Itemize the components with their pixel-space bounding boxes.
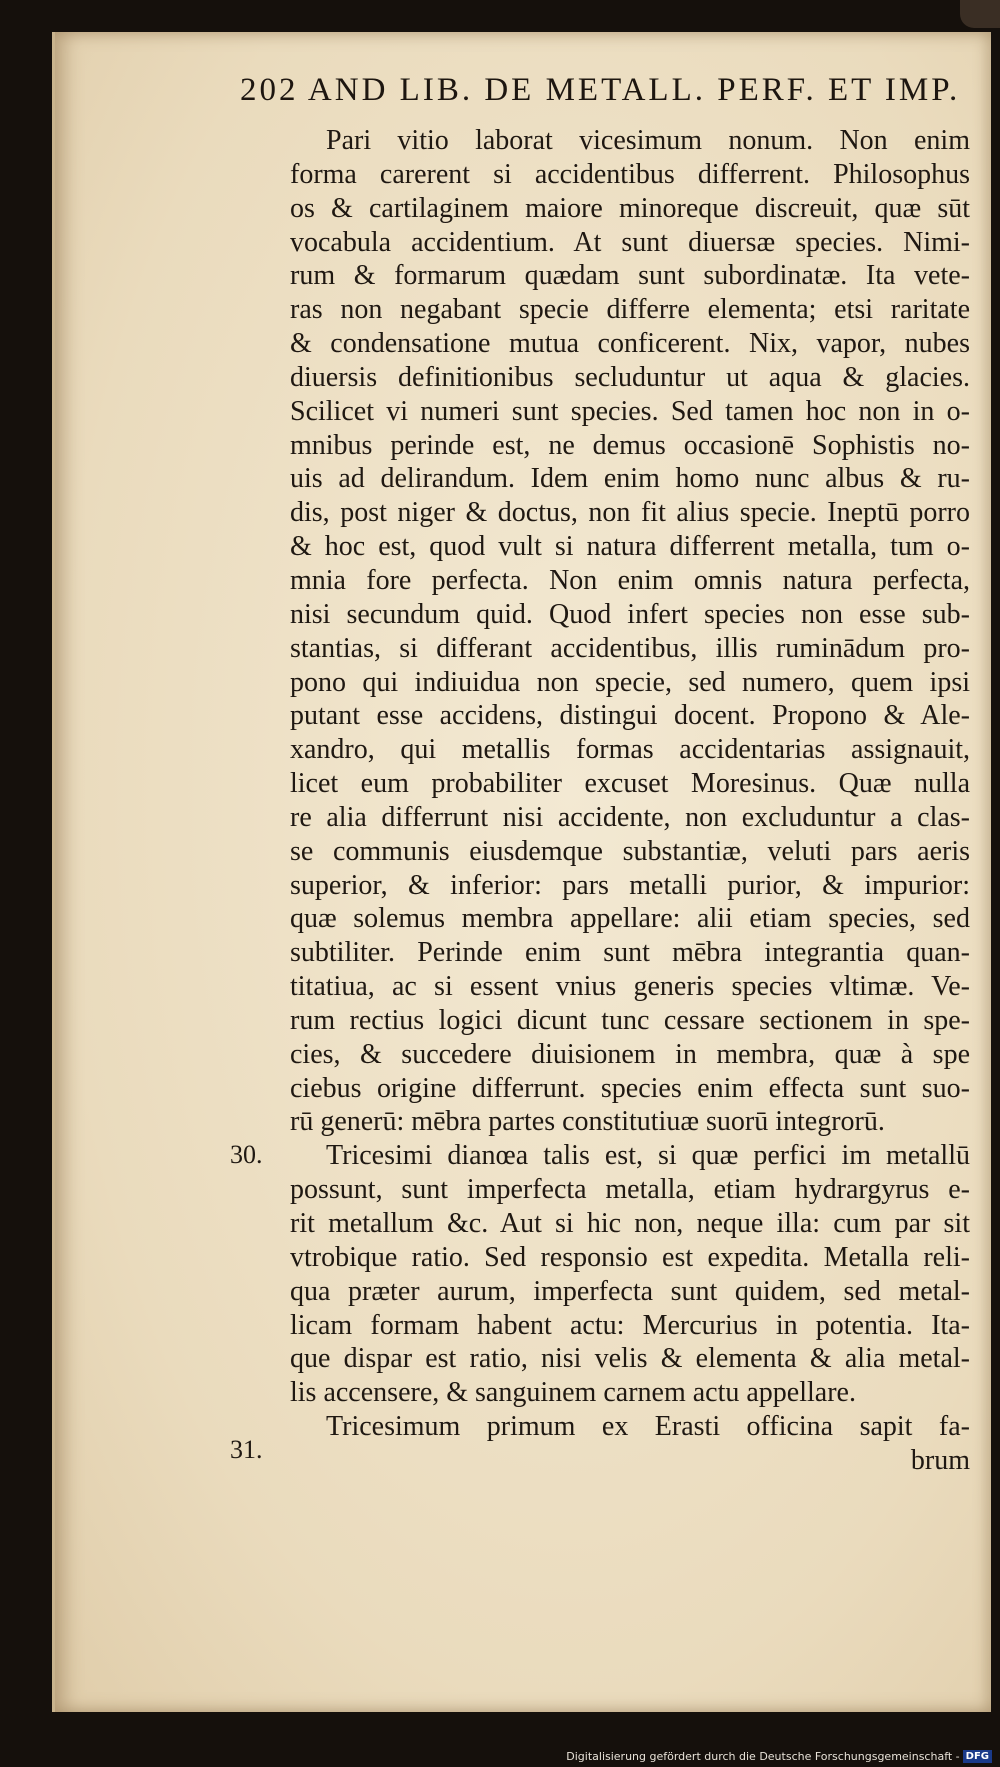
body-text xyxy=(290,124,970,1478)
text-line: os & cartilaginem maiore minoreque discreuit, quæ sūt xyxy=(290,192,970,224)
text-line: subtiliter. Perinde enim sunt mēbra integrantia quan- xyxy=(290,937,970,969)
text-line: re alia differrunt nisi accidente, non excluduntur a clas- xyxy=(290,801,970,833)
text-line: Tricesimi dianœa talis est, si quæ perfici im metallū xyxy=(326,1140,970,1172)
text-line: diuersis definitionibus secluduntur ut aqua & glacies. xyxy=(290,361,970,393)
paragraph-container xyxy=(290,124,970,1444)
margin-number-30: 30. xyxy=(230,1140,263,1169)
text-line: qua præter aurum, imperfecta sunt quidem, sed metal- xyxy=(290,1275,970,1307)
text-line: possunt, sunt imperfecta metalla, etiam hydrargyrus e- xyxy=(290,1174,970,1206)
text-line: Tricesimum primum ex Erasti officina sapit fa- xyxy=(326,1411,970,1443)
text-line: rum rectius logici dicunt tunc cessare sectionem in spe- xyxy=(290,1004,970,1036)
text-line: & hoc est, quod vult si natura differrent metalla, tum o- xyxy=(290,531,970,563)
text-line: se communis eiusdemque substantiæ, veluti pars aeris xyxy=(290,835,970,867)
text-line: titatiua, ac si essent vnius generis species vltimæ. Ve- xyxy=(290,971,970,1003)
credit-text: Digitalisierung gefördert durch die Deutsche Forschungsgemeinschaft - xyxy=(566,1750,960,1763)
text-line: que dispar est ratio, nisi velis & elementa & alia metal- xyxy=(290,1343,970,1375)
text-line: dis, post niger & doctus, non fit alius specie. Ineptū porro xyxy=(290,497,970,529)
text-line: quæ solemus membra appellare: alii etiam species, sed xyxy=(290,903,970,935)
text-line: rum & formarum quædam sunt subordinatæ. Ita vete- xyxy=(290,260,970,292)
text-line: nisi secundum quid. Quod infert species non esse sub- xyxy=(290,598,970,630)
text-line: lis accensere, & sanguinem carnem actu appellare. xyxy=(290,1377,856,1409)
running-head: 202 AND LIB. DE METALL. PERF. ET IMP. xyxy=(240,72,961,108)
text-line: vocabula accidentium. At sunt diuersæ species. Nimi- xyxy=(290,226,970,258)
text-line: ras non negabant specie differre elementa; etsi raritate xyxy=(290,294,970,326)
text-line: forma carerent si accidentibus differrent. Philosophus xyxy=(290,158,970,190)
dfg-logo-icon: DFG xyxy=(963,1750,992,1763)
text-line: & condensatione mutua conficerent. Nix, vapor, nubes xyxy=(290,328,970,360)
text-line: ciebus origine differrunt. species enim effecta sunt suo- xyxy=(290,1072,970,1104)
text-line: Pari vitio laborat vicesimum nonum. Non enim xyxy=(326,125,970,156)
text-line: stantias, si differant accidentibus, illis ruminādum pro- xyxy=(290,632,970,664)
text-line: putant esse accidens, distingui docent. Propono & Ale- xyxy=(290,700,970,732)
text-line: licam formam habent actu: Mercurius in potentia. Ita- xyxy=(290,1309,970,1341)
text-line: vtrobique ratio. Sed responsio est expedita. Metalla reli- xyxy=(290,1241,970,1273)
text-line: uis ad delirandum. Idem enim homo nunc albus & ru- xyxy=(290,463,970,495)
text-line: rū generū: mēbra partes constitutiuæ suorū integrorū. xyxy=(290,1106,885,1138)
text-line: rit metallum &c. Aut si hic non, neque illa: cum par sit xyxy=(290,1208,970,1239)
text-line: xandro, qui metallis formas accidentarias assignauit, xyxy=(290,734,970,766)
margin-number-31: 31. xyxy=(230,1435,263,1464)
text-line: superior, & inferior: pars metalli purior, & impurior: xyxy=(290,869,970,901)
page-corner-decoration xyxy=(960,0,1000,28)
catchword: brum xyxy=(910,1444,970,1476)
digitization-credit xyxy=(566,1750,992,1763)
text-line: pono qui indiuidua non specie, sed numero, quem ipsi xyxy=(290,666,970,698)
text-line: mnia fore perfecta. Non enim omnis natura perfecta, xyxy=(290,564,970,596)
text-line: licet eum probabiliter excuset Moresinus. Quæ nulla xyxy=(290,768,970,800)
text-line: mnibus perinde est, ne demus occasionē Sophistis no- xyxy=(290,429,970,461)
text-line: Scilicet vi numeri sunt species. Sed tamen hoc non in o- xyxy=(290,395,970,427)
text-line: cies, & succedere diuisionem in membra, quæ à spe xyxy=(290,1038,970,1070)
